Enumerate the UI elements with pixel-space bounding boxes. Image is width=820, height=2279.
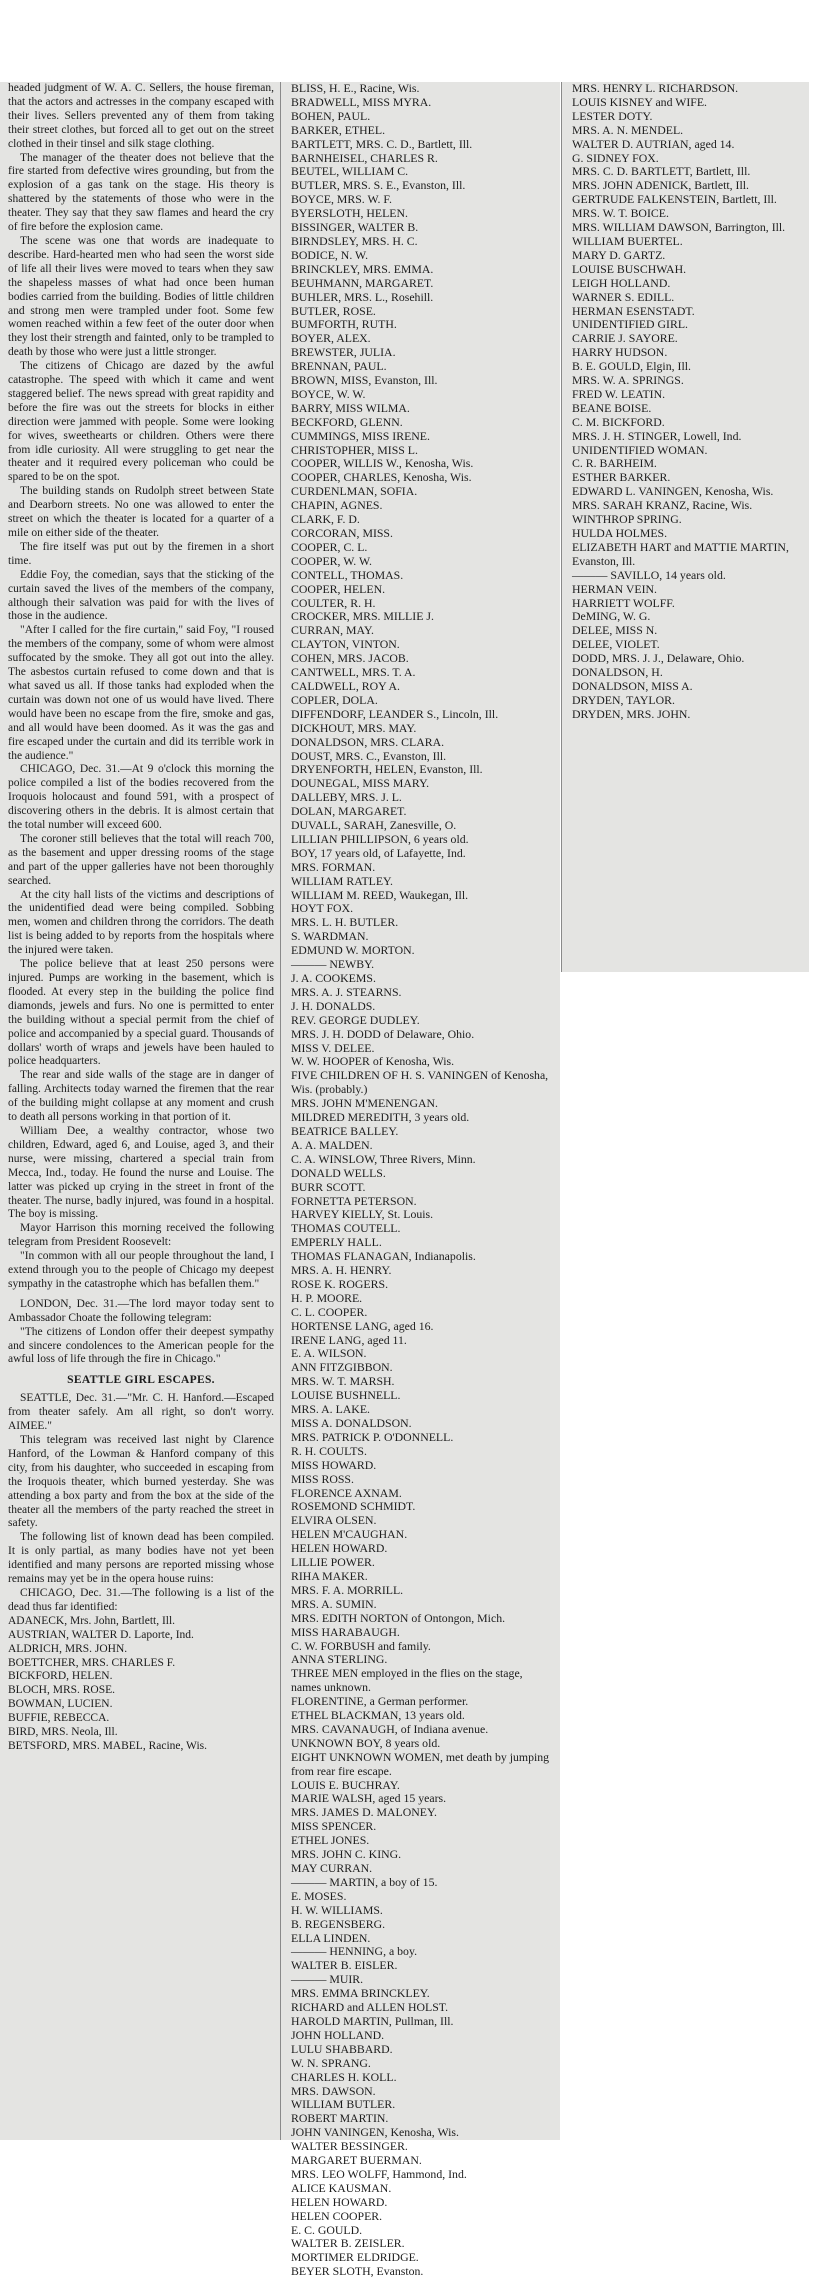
victim-name: RIHA MAKER. <box>291 1568 368 1583</box>
victim-name: CURRAN, MAY. <box>291 623 374 638</box>
victim-name: HELEN HOWARD. <box>291 1541 388 1556</box>
victim-name: WALTER D. AUTRIAN, aged 14. <box>572 136 735 151</box>
seattle-paragraph: CHICAGO, Dec. 31.—The following is a list of the dead thus far identified: <box>8 1586 274 1613</box>
victim-name: ——— NEWBY. <box>291 957 375 972</box>
victim-name: DICKHOUT, MRS. MAY. <box>291 720 417 735</box>
victim-name: BOYER, ALEX. <box>291 331 371 346</box>
victim-name: CORCORAN, MISS. <box>291 526 393 540</box>
victim-name: MRS. W. T. BOICE. <box>572 206 669 221</box>
article-paragraph: The citizens of Chicago are dazed by the awful catastrophe. The speed with which it came and went staggered belief. The news spread with great rapidity and before the fire was out the streets for blocks in either direction were jammed with people. Some were looking for wives, sweethearts or children. Others were there from idle curiosity. All were struggling to get near the theater and it required every policeman who could be spared to be on the spot. <box>8 360 274 484</box>
victim-name: BLOCH, MRS. ROSE. <box>8 1684 116 1697</box>
victim-name: MISS A. DONALDSON. <box>291 1416 412 1430</box>
victim-name: MISS ROSS. <box>291 1471 354 1486</box>
victim-name: MRS. DAWSON. <box>291 2083 376 2098</box>
victim-name: ALDRICH, MRS. JOHN. <box>8 1642 128 1655</box>
victim-name: BEUTEL, WILLIAM C. <box>291 164 409 179</box>
victim-name: DUVALL, SARAH, Zanesville, O. <box>291 818 457 833</box>
victim-name: HORTENSE LANG, aged 16. <box>291 1318 434 1333</box>
victim-name: DODD, MRS. J. J., Delaware, Ohio. <box>572 651 745 666</box>
victim-name: CONTELL, THOMAS. <box>291 567 404 582</box>
victim-name: DRYDEN, TAYLOR. <box>572 692 675 707</box>
seattle-paragraph: The following list of known dead has been compiled. It is only partial, as many bodies have not yet been identified and many persons are reported missing whose remains may yet be in the opera house ruins: <box>8 1531 274 1586</box>
victim-name: ELLA LINDEN. <box>291 1930 371 1945</box>
victim-name: C. M. BICKFORD. <box>572 414 665 429</box>
victim-name: LESTER DOTY. <box>572 108 653 123</box>
victim-name: THREE MEN employed in the flies on the stage, names unknown. <box>291 1666 523 1695</box>
victim-name: FORNETTA PETERSON. <box>291 1193 417 1208</box>
victim-name: FIVE CHILDREN OF H. S. VANINGEN of Kenosha, Wis. (probably.) <box>291 1068 549 1097</box>
victim-name: MRS. A. LAKE. <box>291 1402 370 1417</box>
victim-name: MRS. A. J. STEARNS. <box>291 984 402 999</box>
victim-name: J. A. COOKEMS. <box>291 971 376 985</box>
victim-name: BIRD, MRS. Neola, Ill. <box>8 1726 118 1739</box>
victim-name: DALLEBY, MRS. J. L. <box>291 790 402 805</box>
victim-name: COOPER, WILLIS W., Kenosha, Wis. <box>291 456 474 471</box>
victim-name: COULTER, R. H. <box>291 595 376 610</box>
article-paragraph: The fire itself was put out by the firemen in a short time. <box>8 540 274 567</box>
victim-name: HAROLD MARTIN, Pullman, Ill. <box>291 2013 454 2028</box>
victim-name: BRENNAN, PAUL. <box>291 359 387 374</box>
victim-name: BEATRICE BALLEY. <box>291 1123 399 1138</box>
victim-name: CANTWELL, MRS. T. A. <box>291 665 416 680</box>
victim-name: DRYDEN, MRS. JOHN. <box>572 706 691 721</box>
victim-name: DOLAN, MARGARET. <box>291 804 407 819</box>
victim-name: ANNA STERLING. <box>291 1652 388 1667</box>
article-paragraph: The police believe that at least 250 persons were injured. Pumps are working in the basement, which is flooded. At every step in the building the police find diamonds, jewels and furs. No one is permitted to enter the building without a special permit from the chief of police and accompanied by a special guard. Thousands of dollars' worth of wraps and jewels have been hauled to police headquarters. <box>8 958 274 1068</box>
victim-name: GERTRUDE FALKENSTEIN, Bartlett, Ill. <box>572 192 777 207</box>
victim-name: DONALD WELLS. <box>291 1165 386 1180</box>
victim-name: MRS. FORMAN. <box>291 859 376 874</box>
article-paragraph: At the city hall lists of the victims and descriptions of the unidentified dead were being compiled. Sobbing men, women and children throng the corridors. The death list is being added to by reports from the hospitals where the injured were taken. <box>8 888 274 957</box>
victim-name: REV. GEORGE DUDLEY. <box>291 1012 420 1027</box>
victim-name: BEUHMANN, MARGARET. <box>291 275 434 290</box>
article-paragraph: The coroner still believes that the total will reach 700, as the basement and upper dressing rooms of the stage and part of the upper galleries have not been thoroughly searched. <box>8 832 274 887</box>
victim-name: MRS. JAMES D. MALONEY. <box>291 1805 437 1820</box>
victim-name: JOHN VANINGEN, Kenosha, Wis. <box>291 2125 459 2140</box>
victim-name: ELVIRA OLSEN. <box>291 1513 377 1528</box>
victim-name: B. E. GOULD, Elgin, Ill. <box>572 359 691 374</box>
victim-name: MRS. A. H. HENRY. <box>291 1263 392 1278</box>
victim-name: THOMAS COUTELL. <box>291 1221 401 1236</box>
victim-name: BIRNDSLEY, MRS. H. C. <box>291 233 418 248</box>
article-paragraph: headed judgment of W. A. C. Sellers, the house fireman, that the actors and actresses in the company escaped with their lives. Sellers prevented any of them from taking their street clothes, but forced all to get out on the street clothed in their tinsel and silk stage clothing. <box>8 82 274 150</box>
victim-name: BUHLER, MRS. L., Rosehill. <box>291 289 434 304</box>
victim-name: WALTER B. ZEISLER. <box>291 2236 405 2251</box>
victim-name: IRENE LANG, aged 11. <box>291 1332 407 1347</box>
victim-name: MISS SPENCER. <box>291 1819 377 1834</box>
victim-name: CURDENLMAN, SOFIA. <box>291 484 418 499</box>
victim-name: E. C. GOULD. <box>291 2222 363 2237</box>
victim-name: BOWMAN, LUCIEN. <box>8 1698 113 1711</box>
victim-name: EMPERLY HALL. <box>291 1235 382 1250</box>
victim-name: WILLIAM RATLEY. <box>291 873 394 888</box>
victim-name: J. H. DONALDS. <box>291 998 376 1013</box>
victim-name: BARNHEISEL, CHARLES R. <box>291 150 438 165</box>
victim-name: ETHEL JONES. <box>291 1833 370 1848</box>
victim-name: CARRIE J. SAYORE. <box>572 331 678 346</box>
victim-name: BEANE BOISE. <box>572 400 652 415</box>
victim-name: MARIE WALSH, aged 15 years. <box>291 1791 447 1806</box>
victim-name: BECKFORD, GLENN. <box>291 414 403 429</box>
victim-name: EDWARD L. VANINGEN, Kenosha, Wis. <box>572 484 774 499</box>
victim-name: MRS. JOHN M'MENENGAN. <box>291 1096 438 1111</box>
victim-name: ——— SAVILLO, 14 years old. <box>572 567 726 582</box>
victim-name: COHEN, MRS. JACOB. <box>291 651 409 666</box>
victim-name: JOHN HOLLAND. <box>291 2027 385 2042</box>
victim-name: DELEE, VIOLET. <box>572 637 660 652</box>
victim-name: MRS. L. H. BUTLER. <box>291 915 399 930</box>
victim-name: E. A. WILSON. <box>291 1346 367 1361</box>
victim-name: ALICE KAUSMAN. <box>291 2180 392 2195</box>
victim-name: BARTLETT, MRS. C. D., Bartlett, Ill. <box>291 136 473 151</box>
victim-name: ROSEMOND SCHMIDT. <box>291 1499 416 1514</box>
victim-name: HELEN HOWARD. <box>291 2194 388 2209</box>
victim-name: DONALDSON, H. <box>572 665 663 680</box>
victim-name: DONALDSON, MRS. CLARA. <box>291 734 445 749</box>
victim-name: WARNER S. EDILL. <box>572 289 675 304</box>
victim-name: BARKER, ETHEL. <box>291 122 386 137</box>
victim-name: BRADWELL, MISS MYRA. <box>291 94 432 109</box>
victim-name: WALTER B. EISLER. <box>291 1958 398 1973</box>
article-paragraph: CHICAGO, Dec. 31.—At 9 o'clock this morning the police compiled a list of the bodies recovered from the Iroquois holocaust and found 591, with a prospect of discovering others in the debris. It is almost certain that the total number will exceed 600. <box>8 763 274 832</box>
dead-list-continued <box>291 82 554 2279</box>
victim-name: BYERSLOTH, HELEN. <box>291 206 408 221</box>
victim-name: MARGARET BUERMAN. <box>291 2153 422 2168</box>
seattle-heading: SEATTLE GIRL ESCAPES. <box>67 1374 215 1387</box>
victim-name: WILLIAM M. REED, Waukegan, Ill. <box>291 887 469 902</box>
victim-name: DIFFENDORF, LEANDER S., Lincoln, Ill. <box>291 706 499 721</box>
victim-name: CALDWELL, ROY A. <box>291 678 400 693</box>
victim-name: MRS. F. A. MORRILL. <box>291 1582 404 1597</box>
victim-name: DRYENFORTH, HELEN, Evanston, Ill. <box>291 762 483 777</box>
victim-name: BARRY, MISS WILMA. <box>291 400 410 415</box>
victim-name: ——— MUIR. <box>291 1972 364 1987</box>
victim-name: THOMAS FLANAGAN, Indianapolis. <box>291 1249 476 1264</box>
victim-name: BOYCE, MRS. W. F. <box>291 192 392 207</box>
victim-name: MILDRED MEREDITH, 3 years old. <box>291 1110 470 1125</box>
victim-name: W. N. SPRANG. <box>291 2055 371 2070</box>
victim-name: E. MOSES. <box>291 1888 347 1903</box>
victim-name: CROCKER, MRS. MILLIE J. <box>291 609 434 624</box>
victim-name: MISS HOWARD. <box>291 1457 377 1472</box>
victim-name: C. W. FORBUSH and family. <box>291 1638 431 1653</box>
victim-name: MARY D. GARTZ. <box>572 247 666 262</box>
victim-name: ADANECK, Mrs. John, Bartlett, Ill. <box>8 1614 176 1627</box>
victim-name: WILLIAM BUTLER. <box>291 2097 396 2112</box>
victim-name: CHARLES H. KOLL. <box>291 2069 397 2084</box>
victim-name: CUMMINGS, MISS IRENE. <box>291 428 430 443</box>
victim-name: BOHEN, PAUL. <box>291 108 371 123</box>
victim-name: BUMFORTH, RUTH. <box>291 317 397 332</box>
victim-name: DOUST, MRS. C., Evanston, Ill. <box>291 748 447 763</box>
victim-name: MRS. A. N. MENDEL. <box>572 122 684 137</box>
article-paragraph: Mayor Harrison this morning received the following telegram from President Roosevelt: <box>8 1222 274 1249</box>
victim-name: BUTLER, ROSE. <box>291 303 376 318</box>
victim-name: BROWN, MISS, Evanston, Ill. <box>291 373 438 388</box>
victim-name: ESTHER BARKER. <box>572 470 671 485</box>
victim-name: HARVEY KIELLY, St. Louis. <box>291 1207 434 1222</box>
victim-name: H. P. MOORE. <box>291 1290 363 1305</box>
article-paragraph: The manager of the theater does not believe that the fire started from defective wires grounding, but from the explosion of a gas tank on the stage. His theory is shattered by the statements of those who were in the theater. They say that they saw flames and heard the cry of fire before the explosion came. <box>8 151 274 234</box>
article-paragraph: The rear and side walls of the stage are in danger of falling. Architects today warned the firemen that the rear of the building might collapse at any moment and crush to death all persons working in that portion of it. <box>8 1069 274 1124</box>
victim-name: BETSFORD, MRS. MABEL, Racine, Wis. <box>8 1739 207 1752</box>
victim-name: ANN FITZGIBBON. <box>291 1360 393 1375</box>
victim-name: HARRIETT WOLFF. <box>572 595 675 610</box>
victim-name: MRS. WILLIAM DAWSON, Barrington, Ill. <box>572 220 786 235</box>
victim-name: BUFFIE, REBECCA. <box>8 1712 110 1725</box>
victim-name: MRS. EMMA BRINCKLEY. <box>291 1986 430 2001</box>
victim-name: COOPER, W. W. <box>291 553 372 568</box>
victim-name: COOPER, C. L. <box>291 539 368 554</box>
victim-name: EDMUND W. MORTON. <box>291 943 415 958</box>
article-paragraph: "In common with all our people throughout the land, I extend through you to the people of Chicago my deepest sympathy in the catastrophe which has befallen them." <box>8 1250 274 1290</box>
victim-name: ——— MARTIN, a boy of 15. <box>291 1874 438 1889</box>
victim-name: W. W. HOOPER of Kenosha, Wis. <box>291 1054 455 1069</box>
victim-name: HELEN COOPER. <box>291 2208 383 2223</box>
victim-name: A. A. MALDEN. <box>291 1137 373 1152</box>
victim-name: BICKFORD, HELEN. <box>8 1670 113 1683</box>
article-paragraph: The building stands on Rudolph street between State and Dearborn streets. No one was allowed to enter the street on which the theater is located for a quarter of a mile on either side of the theater. <box>8 485 274 539</box>
article-paragraph: The scene was one that words are inadequate to describe. Hard-hearted men who had seen the worst side of life all their lives were moved to tears when they saw the shapeless masses of what had once been human bodies carried from the building. Bodies of little children and strong men were trampled under foot. Some few women reached within a few feet of the outer door when they lost their strength and fainted, only to be trampled to death by those who were just a little stronger. <box>8 234 274 359</box>
victim-name: LULU SHABBARD. <box>291 2041 393 2056</box>
victim-name: LOUIS KISNEY and WIFE. <box>572 94 707 109</box>
victim-name: MRS. A. SUMIN. <box>291 1596 377 1611</box>
column-middle <box>280 81 560 2279</box>
london-paragraph: LONDON, Dec. 31.—The lord mayor today sent to Ambassador Choate the following telegram: <box>8 1297 274 1324</box>
victim-name: BURR SCOTT. <box>291 1179 366 1194</box>
victim-name: MISS HARABAUGH. <box>291 1624 400 1639</box>
victim-name: BLISS, H. E., Racine, Wis. <box>291 81 420 95</box>
victim-name: BREWSTER, JULIA. <box>291 345 396 360</box>
victim-name: MRS. CAVANAUGH, of Indiana avenue. <box>291 1721 489 1736</box>
victim-name: ROBERT MARTIN. <box>291 2111 389 2126</box>
victim-name: BOY, 17 years old, of Lafayette, Ind. <box>291 845 466 860</box>
victim-name: BEYER SLOTH, Evanston. <box>291 2264 424 2279</box>
victim-name: HELEN M'CAUGHAN. <box>291 1527 408 1542</box>
victim-name: ROSE K. ROGERS. <box>291 1276 389 1291</box>
victim-name: FRED W. LEATIN. <box>572 386 666 401</box>
victim-name: CLAYTON, VINTON. <box>291 637 400 652</box>
victim-name: UNIDENTIFIED WOMAN. <box>572 442 708 457</box>
victim-name: RICHARD and ALLEN HOLST. <box>291 2000 449 2015</box>
victim-name: H. W. WILLIAMS. <box>291 1902 383 1917</box>
victim-name: CHAPIN, AGNES. <box>291 498 383 513</box>
victim-name: WALTER BESSINGER. <box>291 2139 408 2154</box>
article-paragraph: Eddie Foy, the comedian, says that the sticking of the curtain saved the lives of the members of the company, although their salvation was paid for with the lives of those in the audience. <box>8 568 274 623</box>
victim-name: FLORENTINE, a German performer. <box>291 1694 469 1709</box>
victim-name: BOETTCHER, MRS. CHARLES F. <box>8 1656 176 1669</box>
victim-name: HULDA HOLMES. <box>572 526 668 540</box>
victim-name: HERMAN ESENSTADT. <box>572 303 695 318</box>
victim-name: MISS V. DELEE. <box>291 1040 375 1055</box>
victim-name: S. WARDMAN. <box>291 929 369 944</box>
column-left <box>0 82 280 2140</box>
victim-name: BISSINGER, WALTER B. <box>291 220 419 235</box>
victim-name: LILLIAN PHILLIPSON, 6 years old. <box>291 831 469 846</box>
victim-name: WINTHROP SPRING. <box>572 512 682 527</box>
victim-name: C. R. BARHEIM. <box>572 456 657 471</box>
victim-name: AUSTRIAN, WALTER D. Laporte, Ind. <box>8 1628 194 1641</box>
victim-name: LOUIS E. BUCHRAY. <box>291 1777 400 1792</box>
victim-name: MAY CURRAN. <box>291 1861 373 1875</box>
victim-name: MRS. W. T. MARSH. <box>291 1374 395 1389</box>
victim-name: MRS. SARAH KRANZ, Racine, Wis. <box>572 498 753 513</box>
victim-name: DONALDSON, MISS A. <box>572 678 693 693</box>
victim-name: LILLIE POWER. <box>291 1555 375 1570</box>
column-right <box>561 82 809 972</box>
victim-name: MRS. LEO WOLFF, Hammond, Ind. <box>291 2166 467 2181</box>
victim-name: B. REGENSBERG. <box>291 1916 386 1931</box>
victim-name: CHRISTOPHER, MISS L. <box>291 442 418 457</box>
victim-name: MRS. JOHN ADENICK, Bartlett, Ill. <box>572 178 749 193</box>
victim-name: MRS. J. H. DODD of Delaware, Ohio. <box>291 1026 475 1041</box>
victim-name: ETHEL BLACKMAN, 13 years old. <box>291 1708 465 1723</box>
victim-name: G. SIDNEY FOX. <box>572 150 659 165</box>
victim-name: EIGHT UNKNOWN WOMEN, met death by jumping from rear fire escape. <box>291 1749 550 1778</box>
victim-name: BUTLER, MRS. S. E., Evanston, Ill. <box>291 178 466 193</box>
victim-name: DeMING, W. G. <box>572 609 651 624</box>
victim-name: DELEE, MISS N. <box>572 623 658 638</box>
victim-name: UNIDENTIFIED GIRL. <box>572 317 688 332</box>
victim-name: HOYT FOX. <box>291 901 354 916</box>
victim-name: DOUNEGAL, MISS MARY. <box>291 776 430 791</box>
victim-name: MORTIMER ELDRIDGE. <box>291 2250 419 2265</box>
newspaper-page <box>0 40 820 2279</box>
victim-name: LOUISE BUSHNELL. <box>291 1388 401 1403</box>
dead-list-start <box>8 1615 274 1754</box>
victim-name: MRS. JOHN C. KING. <box>291 1847 402 1862</box>
victim-name: WILLIAM BUERTEL. <box>572 233 683 248</box>
seattle-paragraph: SEATTLE, Dec. 31.—"Mr. C. H. Hanford.—Escaped from theater safely. Am all right, so don't worry. AIMEE." <box>8 1392 274 1433</box>
article-paragraph: William Dee, a wealthy contractor, whose two children, Edward, aged 6, and Louise, aged 3, and their nurse, were missing, chartered a special train from Mecca, Ind., today. He found the nurse and Louise. The latter was picked up crying in the street in front of the theater. The nurse, badly injured, was found in a hospital. The boy is missing. <box>8 1124 274 1221</box>
victim-name: MRS. EDITH NORTON of Ontongon, Mich. <box>291 1610 506 1625</box>
victim-name: BODICE, N. W. <box>291 247 369 262</box>
victim-name: R. H. COULTS. <box>291 1443 367 1458</box>
victim-name: UNKNOWN BOY, 8 years old. <box>291 1735 441 1750</box>
victim-name: MRS. C. D. BARTLETT, Bartlett, Ill. <box>572 164 751 179</box>
victim-name: COOPER, HELEN. <box>291 581 386 596</box>
victim-name: HERMAN VEIN. <box>572 581 657 596</box>
victim-name: MRS. HENRY L. RICHARDSON. <box>572 81 739 95</box>
victim-name: BOYCE, W. W. <box>291 386 366 401</box>
victim-name: C. L. COOPER. <box>291 1304 368 1319</box>
dead-list-end <box>572 82 803 722</box>
victim-name: LOUISE BUSCHWAH. <box>572 261 687 276</box>
victim-name: FLORENCE AXNAM. <box>291 1485 402 1500</box>
article-paragraph: "After I called for the fire curtain," said Foy, "I roused the members of the company, some of whom were almost suffocated by the smoke. They all got out into the alley. The asbestos curtain refused to come down and that is what saved us all. If those tanks had exploded when the curtain was down not one of us would have lived. There would have been no escape from the fire, smoke and gas, and all would have been doomed. As it was the gas and fire escaped under the curtain and did its terrible work in the audience." <box>8 624 274 762</box>
london-paragraph: "The citizens of London offer their deepest sympathy and sincere condolences to the American people for the awful loss of life through the fire in Chicago." <box>8 1325 274 1366</box>
victim-name: MRS. W. A. SPRINGS. <box>572 373 684 388</box>
victim-name: HARRY HUDSON. <box>572 345 668 360</box>
victim-name: BRINCKLEY, MRS. EMMA. <box>291 261 434 276</box>
victim-name: LEIGH HOLLAND. <box>572 275 671 290</box>
victim-name: C. A. WINSLOW, Three Rivers, Minn. <box>291 1151 476 1166</box>
victim-name: COOPER, CHARLES, Kenosha, Wis. <box>291 470 472 485</box>
victim-name: MRS. J. H. STINGER, Lowell, Ind. <box>572 428 742 443</box>
seattle-paragraph: This telegram was received last night by Clarence Hanford, of the Lowman & Hanford company of this city, from his daughter, who succeeded in escaping from the Iroquois theater, which burned yesterday. She was attending a box party and from the box at the side of the theater all the members of the party reached the street in safety. <box>8 1434 274 1530</box>
victim-name: CLARK, F. D. <box>291 512 360 527</box>
victim-name: ELIZABETH HART and MATTIE MARTIN, Evanston, Ill. <box>572 539 789 568</box>
victim-name: COPLER, DOLA. <box>291 692 378 707</box>
victim-name: MRS. PATRICK P. O'DONNELL. <box>291 1429 454 1444</box>
victim-name: ——— HENNING, a boy. <box>291 1944 418 1959</box>
